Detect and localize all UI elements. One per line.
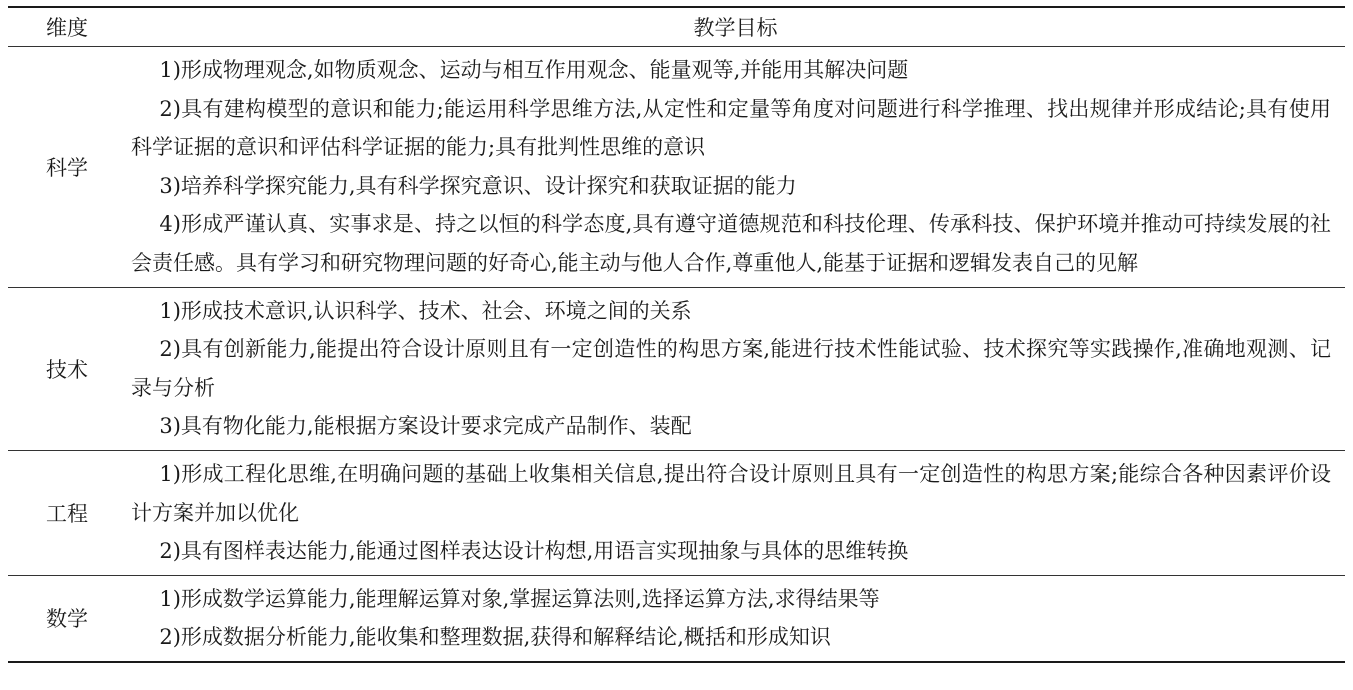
goal-item: 3)培养科学探究能力,具有科学探究意识、设计探究和获取证据的能力: [159, 173, 797, 198]
dimension-cell: 工程: [46, 501, 88, 526]
goal-item: 3)具有物化能力,能根据方案设计要求完成产品制作、装配: [159, 414, 692, 439]
dimension-cell: 数学: [46, 607, 88, 632]
goals-table: [8, 6, 1345, 663]
goal-item: 2)具有建构模型的意识和能力;能运用科学思维方法,从定性和定量等角度对问题进行科学推理、找出规律并形成结论;具有使用科学证据的意识和评估科学证据的能力;具有批判性思维的意识: [131, 96, 1331, 160]
goals-cell: [126, 576, 1345, 661]
table-row-mathematics: [8, 575, 1345, 661]
goal-item: 1)形成技术意识,认识科学、技术、社会、环境之间的关系: [159, 298, 692, 323]
goals-cell: [126, 288, 1345, 450]
goal-item: 4)形成严谨认真、实事求是、持之以恒的科学态度,具有遵守道德规范和科技伦理、传承科技、保护环境并推动可持续发展的社会责任感。具有学习和研究物理问题的好奇心,能主动与他人合作,尊重他人,能基于证据和逻辑发表自己的见解: [131, 212, 1331, 275]
table-row-technology: [8, 287, 1345, 450]
table-row-engineering: [8, 450, 1345, 575]
goal-item: 2)具有图样表达能力,能通过图样表达设计构想,用语言实现抽象与具体的思维转换: [159, 539, 909, 564]
table-header: [8, 8, 1345, 47]
header-goals: 教学目标: [693, 16, 778, 40]
goals-cell: [126, 47, 1345, 287]
header-dimension: 维度: [46, 16, 88, 40]
goal-item: 2)形成数据分析能力,能收集和整理数据,获得和解释结论,概括和形成知识: [159, 625, 831, 650]
goal-item: 1)形成数学运算能力,能理解运算对象,掌握运算法则,选择运算方法,求得结果等: [159, 586, 880, 611]
table-row-science: [8, 47, 1345, 287]
goal-item: 2)具有创新能力,能提出符合设计原则且有一定创造性的构思方案,能进行技术性能试验、技术探究等实践操作,准确地观测、记录与分析: [131, 337, 1331, 400]
goals-cell: [126, 451, 1345, 575]
goal-item: 1)形成工程化思维,在明确问题的基础上收集相关信息,提出符合设计原则且具有一定创造性的构思方案;能综合各种因素评价设计方案并加以优化: [131, 461, 1331, 525]
dimension-cell: 技术: [46, 357, 88, 382]
goal-item: 1)形成物理观念,如物质观念、运动与相互作用观念、能量观等,并能用其解决问题: [159, 58, 909, 82]
dimension-cell: 科学: [46, 155, 88, 180]
